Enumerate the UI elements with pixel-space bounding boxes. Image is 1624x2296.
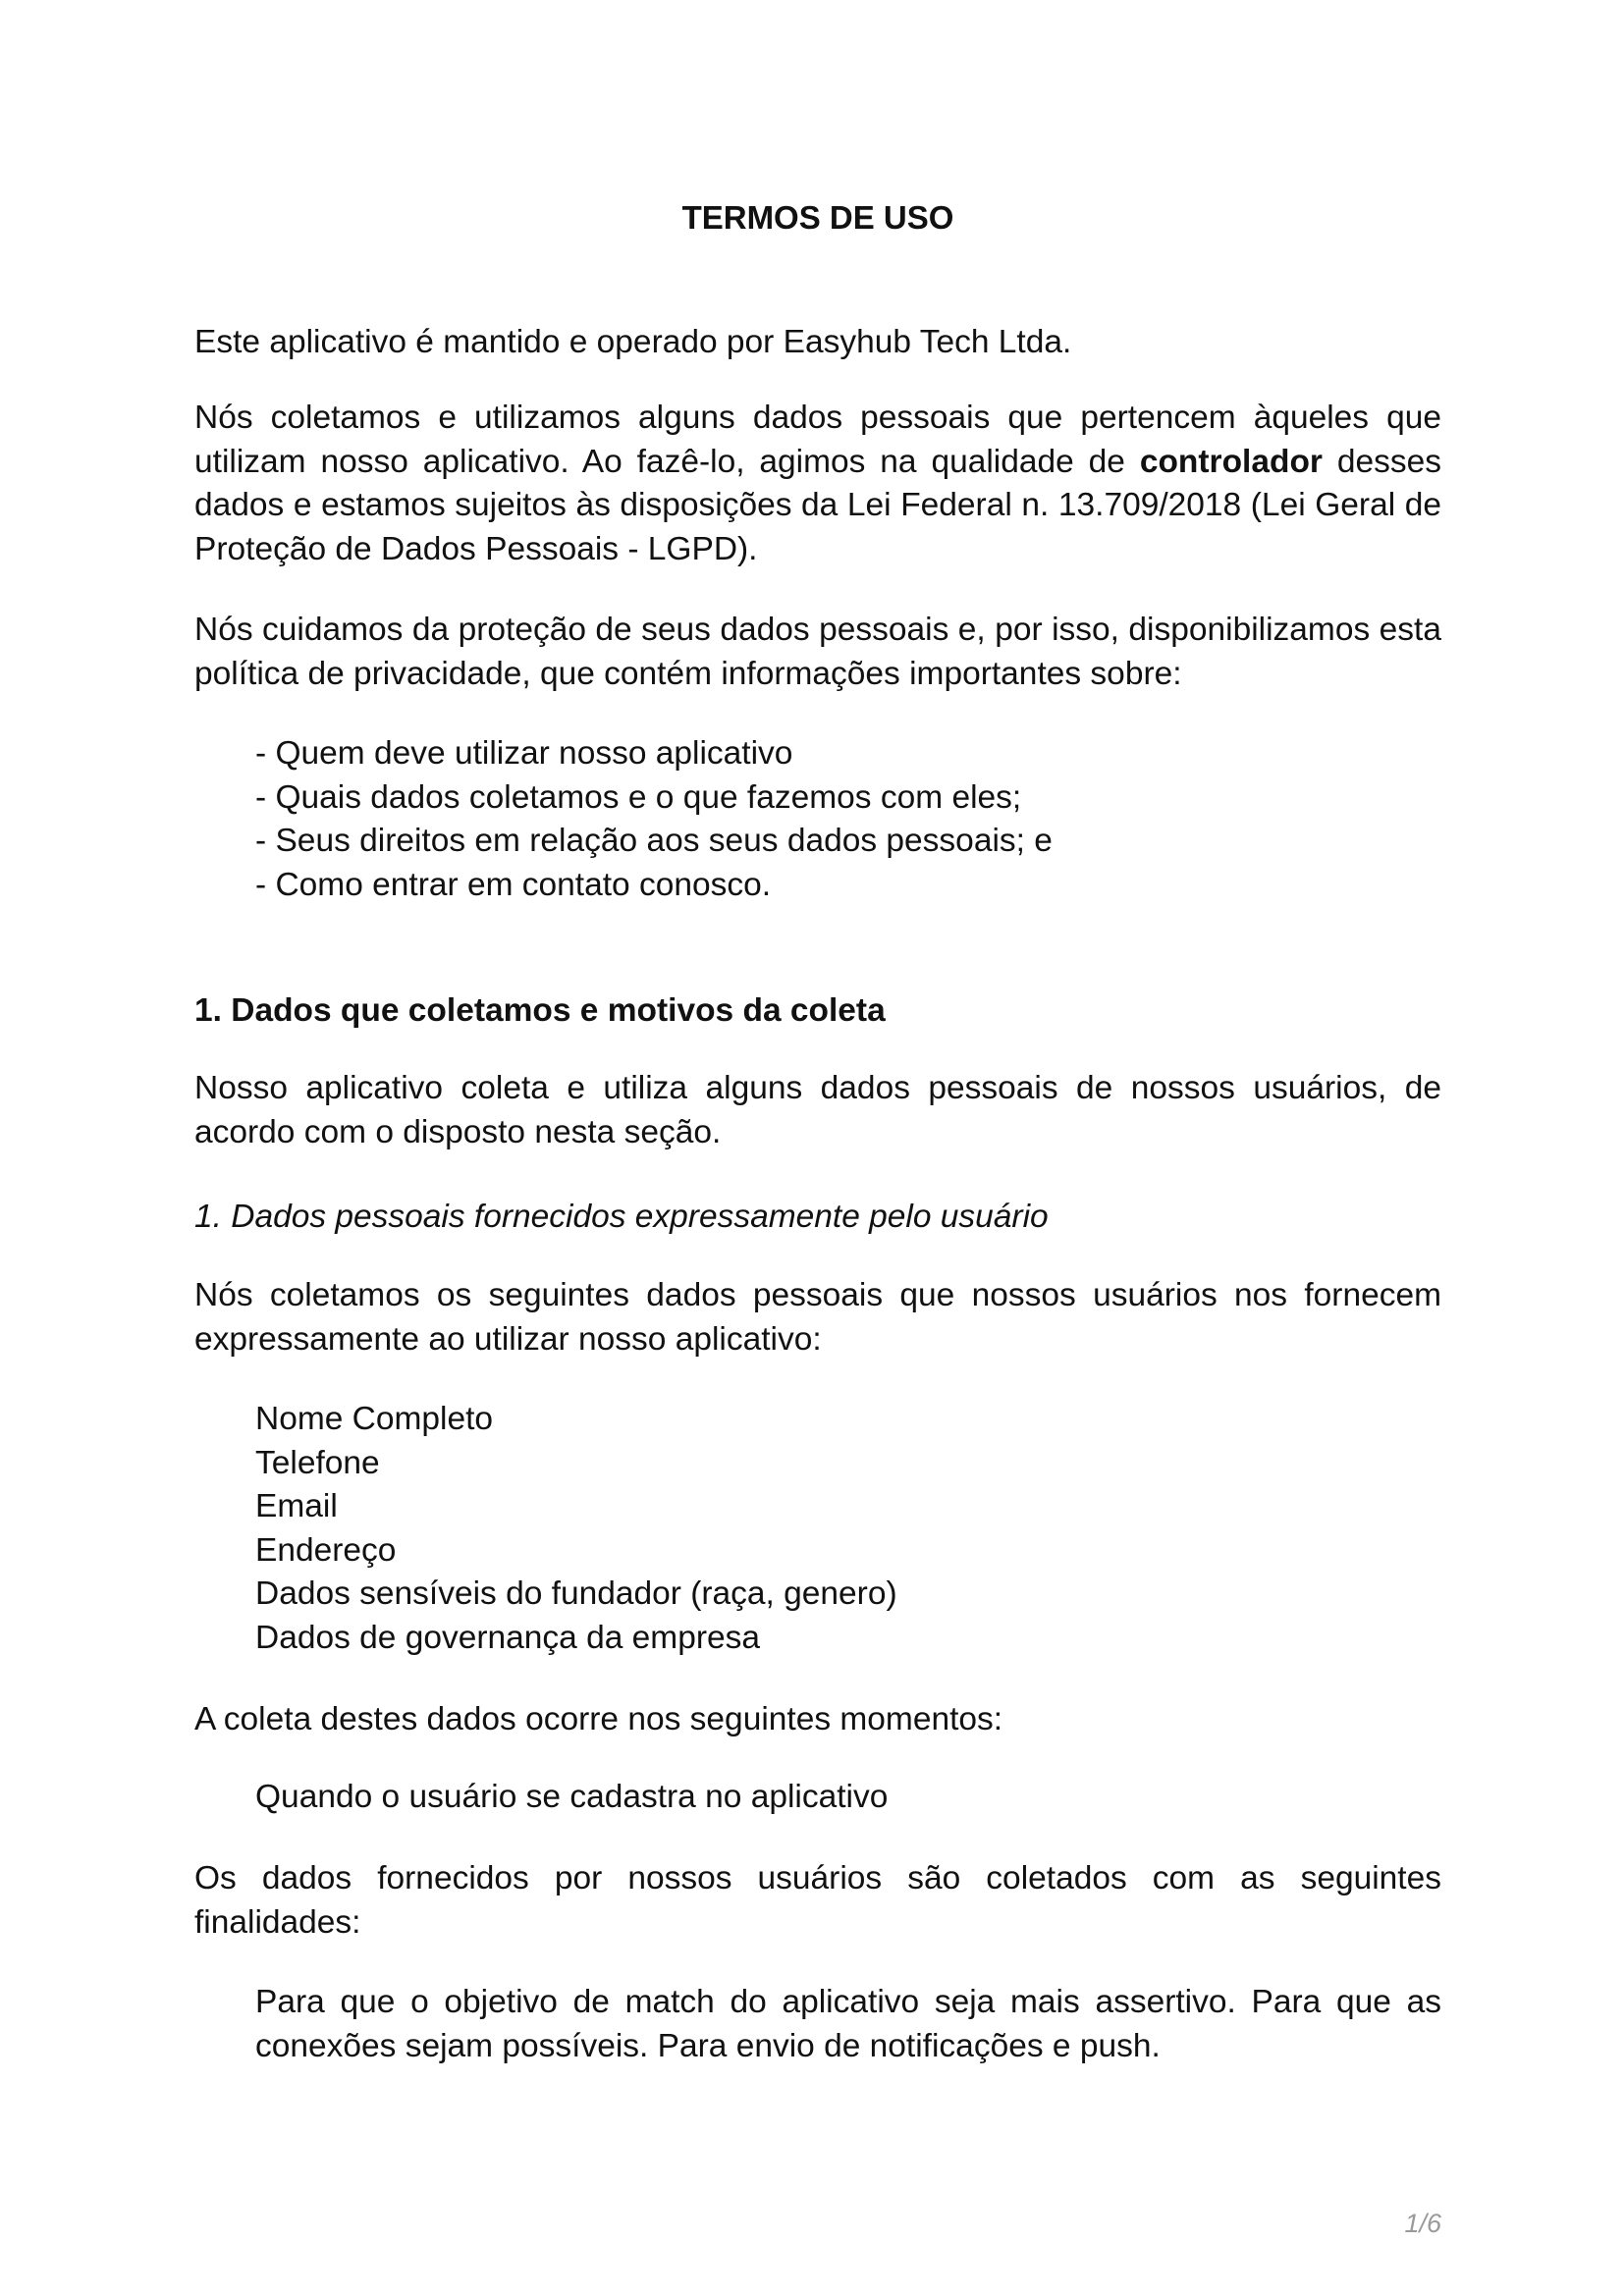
- list-item: Telefone: [255, 1444, 380, 1481]
- subsection-heading: 1. Dados pessoais fornecidos expressamente pelo usuário: [194, 1199, 1049, 1235]
- controller-term: controlador: [1139, 443, 1323, 480]
- purposes-item: Para que o objetivo de match do aplicativo seja mais assertivo. Para que as conexões sejam possíveis. Para envio de notificações e push.: [255, 1984, 1441, 2064]
- intro-paragraph-operator: Este aplicativo é mantido e operado por Easyhub Tech Ltda.: [194, 324, 1072, 360]
- document-title: TERMOS DE USO: [681, 199, 954, 236]
- intro-paragraph-controller: [194, 397, 1441, 571]
- collection-moments-paragraph: A coleta destes dados ocorre nos seguintes momentos:: [194, 1701, 1003, 1737]
- list-item: Dados sensíveis do fundador (raça, genero): [255, 1575, 897, 1612]
- section-intro-paragraph: Nosso aplicativo coleta e utiliza alguns dados pessoais de nossos usuários, de acordo com o disposto nesta seção.: [194, 1070, 1441, 1150]
- list-item: Nome Completo: [255, 1401, 494, 1437]
- list-item: Dados de governança da empresa: [255, 1619, 760, 1656]
- collection-moment-item: Quando o usuário se cadastra no aplicativo: [255, 1779, 889, 1815]
- purposes-paragraph: Os dados fornecidos por nossos usuários são coletados com as seguintes finalidades:: [194, 1860, 1441, 1941]
- topics-list: [255, 732, 1053, 907]
- list-item: - Como entrar em contato conosco.: [255, 866, 772, 903]
- section-heading: 1. Dados que coletamos e motivos da coleta: [194, 992, 886, 1029]
- list-item: - Seus direitos em relação aos seus dados pessoais; e: [255, 823, 1053, 859]
- intro-paragraph-privacy: Nós cuidamos da proteção de seus dados pessoais e, por isso, disponibilizamos esta política de privacidade, que contém informações importantes sobre:: [194, 612, 1441, 692]
- list-item: Email: [255, 1488, 338, 1524]
- controller-text-start: Nós coletamos e utilizamos alguns dados pessoais que pertencem àqueles que utilizam nosso aplicativo. Ao fazê-lo, agimos na qualidade de: [194, 400, 1441, 480]
- list-item: Endereço: [255, 1531, 397, 1569]
- list-item: - Quais dados coletamos e o que fazemos com eles;: [255, 778, 1022, 816]
- collected-data-paragraph: Nós coletamos os seguintes dados pessoais que nossos usuários nos fornecem expressamente ao utilizar nosso aplicativo:: [194, 1277, 1441, 1358]
- collected-data-list: [255, 1398, 897, 1660]
- list-item: - Quem deve utilizar nosso aplicativo: [255, 735, 793, 772]
- controller-text-end: desses dados e estamos sujeitos às disposições da Lei Federal n. 13.709/2018 (Lei Geral de Proteção de Dados Pessoais - LGPD).: [194, 443, 1441, 567]
- page-number: 1/6: [1404, 2209, 1441, 2238]
